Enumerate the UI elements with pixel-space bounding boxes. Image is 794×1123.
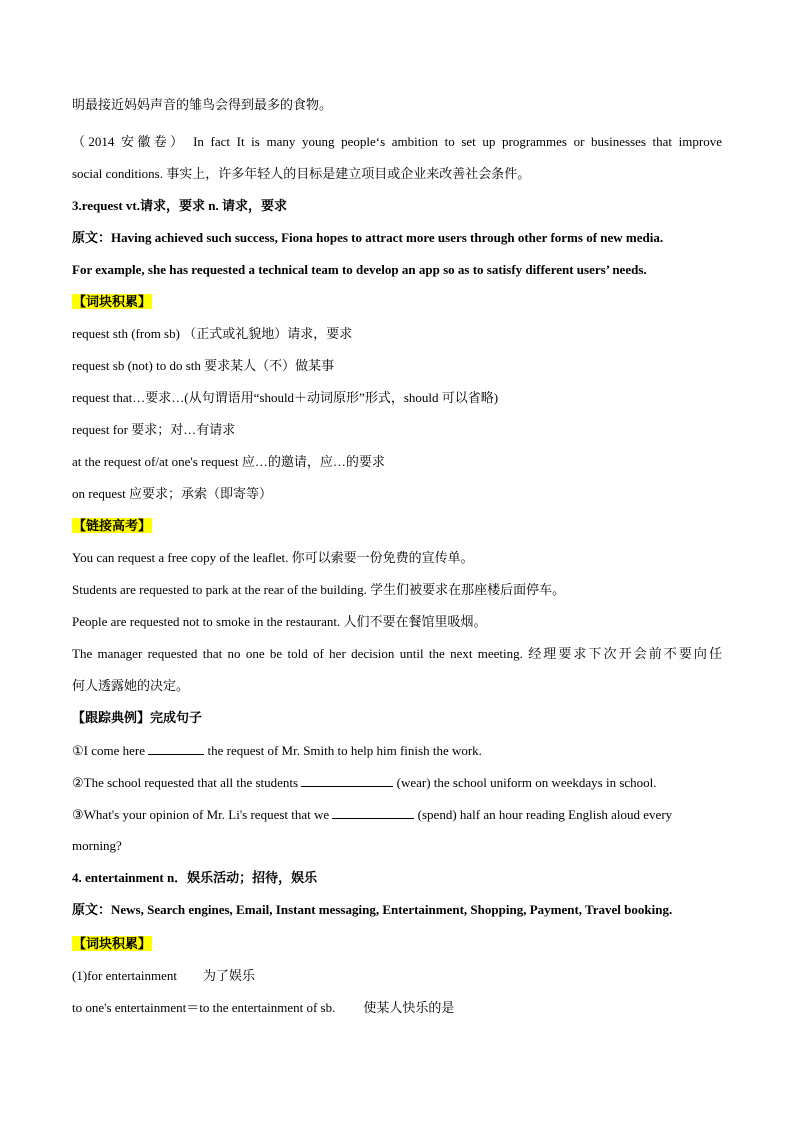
tag-label: 【词块积累】 xyxy=(73,294,152,309)
phrase-en: to one's entertainment＝to the entertainment of sb. xyxy=(72,1000,336,1015)
phrase-line: on request 应要求；承索（即寄等） xyxy=(72,486,273,501)
exercise-item-2 xyxy=(72,773,657,792)
example-line: People are requested not to smoke in the restaurant. 人们不要在餐馆里吸烟。 xyxy=(72,614,487,629)
exercise-item-1 xyxy=(72,741,482,760)
exercise-text: ①I come here xyxy=(72,743,146,758)
phrase-line: request for 要求；对…有请求 xyxy=(72,422,236,437)
answer-blank[interactable] xyxy=(332,805,414,819)
answer-blank[interactable] xyxy=(301,773,393,787)
phrase-line: request sth (from sb) （正式或礼貌地）请求，要求 xyxy=(72,326,353,341)
section-heading-entertainment: 4. entertainment n．娱乐活动；招待，娱乐 xyxy=(72,870,318,885)
phrase-line: request sb (not) to do sth 要求某人（不）做某事 xyxy=(72,358,335,373)
phrase-line xyxy=(72,967,255,985)
exercise-instruction: 完成句子 xyxy=(150,710,203,725)
text-line: （2014 安徽卷） In fact It is many young people‘s ambition to set up programmes or businesses that improve xyxy=(72,134,722,149)
exercise-text: (wear) the school uniform on weekdays in school. xyxy=(396,775,657,790)
phrase-cn: 使某人快乐的是 xyxy=(363,1000,455,1015)
tag-word-accumulation xyxy=(72,935,152,953)
phrase-line xyxy=(72,999,454,1017)
example-line: Students are requested to park at the rear of the building. 学生们被要求在那座楼后面停车。 xyxy=(72,582,566,597)
section-heading-request: 3.request vt.请求，要求 n. 请求，要求 xyxy=(72,198,287,213)
exercise-text: ③What's your opinion of Mr. Li's request that we xyxy=(72,807,330,822)
tag-label: 【跟踪典例】 xyxy=(72,710,151,725)
phrase-cn: 为了娱乐 xyxy=(203,968,256,983)
phrase-line: request that…要求…(从句谓语用“should＋动词原形”形式，should 可以省略) xyxy=(72,390,499,405)
exercise-text: morning? xyxy=(72,838,122,853)
tag-link-exam xyxy=(72,517,152,535)
tag-label: 【链接高考】 xyxy=(73,518,152,533)
phrase-en: (1)for entertainment xyxy=(72,968,178,983)
example-line: The manager requested that no one be told of her decision until the next meeting. 经理要求下次开会前不要向任 xyxy=(72,646,722,661)
example-line: 何人透露她的决定。 xyxy=(72,678,190,693)
tag-label: 【词块积累】 xyxy=(73,936,152,951)
exercise-text: (spend) half an hour reading English aloud every xyxy=(417,807,673,822)
original-text: 原文：News, Search engines, Email, Instant messaging, Entertainment, Shopping, Payment, Travel booking. xyxy=(72,902,673,917)
exercise-item-3 xyxy=(72,805,672,824)
exercise-text: the request of Mr. Smith to help him finish the work. xyxy=(207,743,482,758)
text-line: 明最接近妈妈声音的雏鸟会得到最多的食物。 xyxy=(72,97,333,112)
original-text: For example, she has requested a technical team to develop an app so as to satisfy different users’ needs. xyxy=(72,262,647,277)
tag-word-accumulation xyxy=(72,293,152,311)
phrase-line: at the request of/at one's request 应…的邀请，应…的要求 xyxy=(72,454,385,469)
exercise-text: ②The school requested that all the students xyxy=(72,775,299,790)
example-line: You can request a free copy of the leaflet. 你可以索要一份免费的宣传单。 xyxy=(72,550,474,565)
tag-track-examples xyxy=(72,709,202,727)
original-text: 原文：Having achieved such success, Fiona hopes to attract more users through other forms of new media. xyxy=(72,230,664,245)
text-line: social conditions. 事实上，许多年轻人的目标是建立项目或企业来改善社会条件。 xyxy=(72,166,531,181)
answer-blank[interactable] xyxy=(148,741,204,755)
